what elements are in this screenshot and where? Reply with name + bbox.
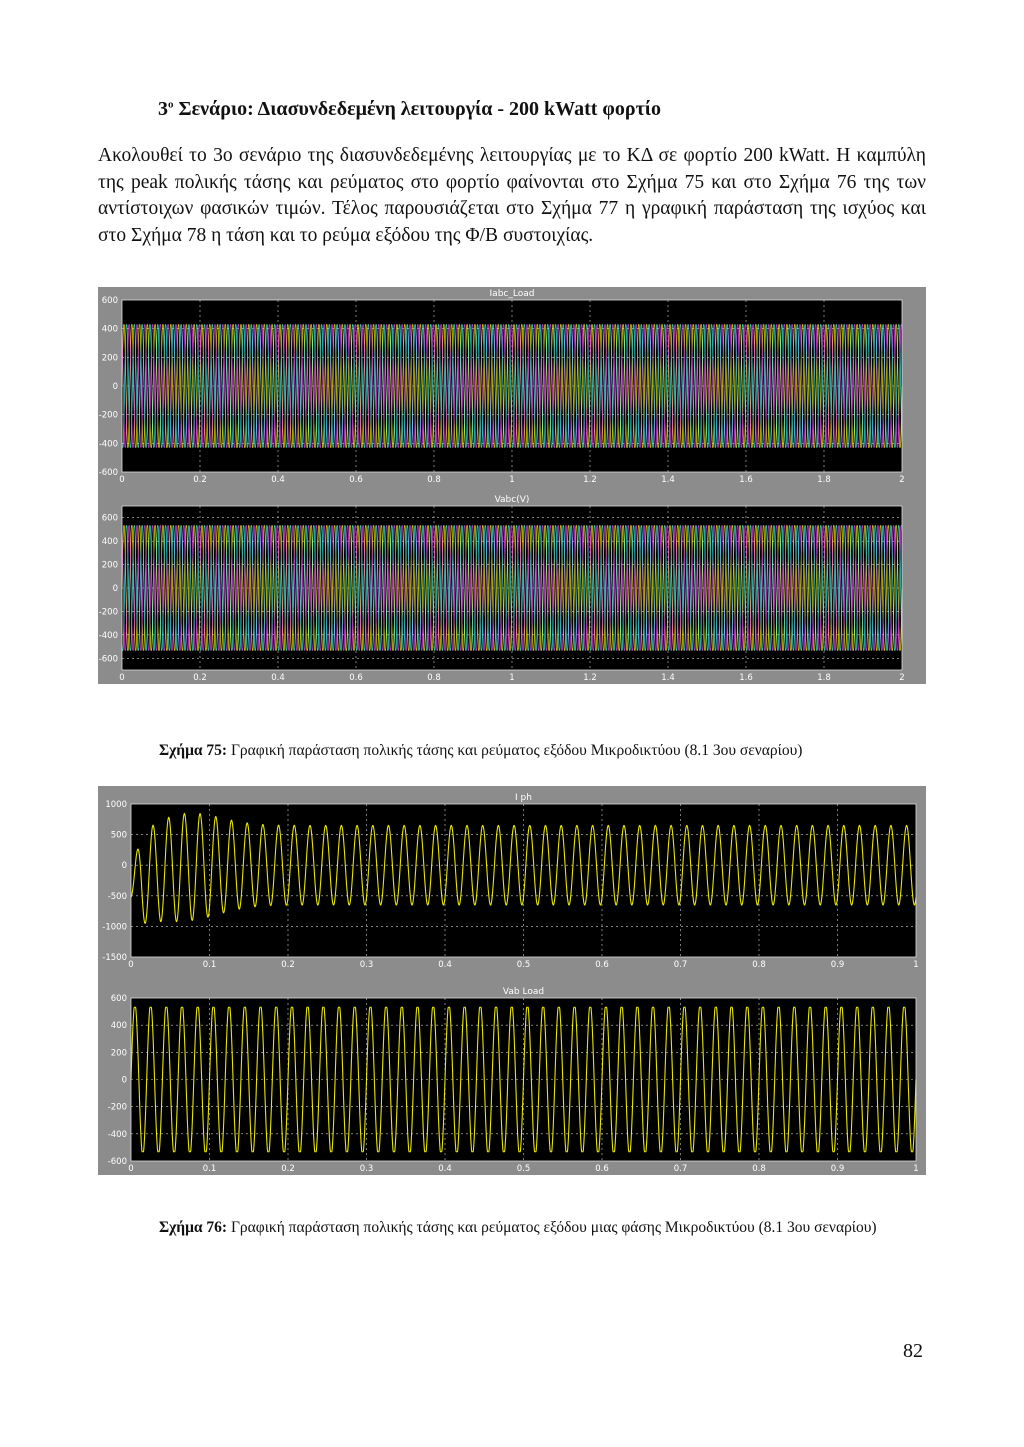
y-tick-label: 600 [101,513,118,524]
x-tick-label: 0.2 [193,475,207,485]
y-tick-label: -1000 [102,922,127,933]
x-tick-label: 1.8 [817,475,831,485]
x-tick-label: 0 [119,673,125,683]
y-tick-label: 0 [112,382,118,392]
x-tick-label: 0.1 [202,1164,217,1174]
figure-75-caption-text: Γραφική παράσταση πολικής τάσης και ρεύματος εξόδου Μικροδικτύου (8.1 3ου σεναρίου) [227,742,803,759]
y-tick-label: 400 [101,537,118,548]
figure-76-svg [98,786,926,1175]
y-tick-label: 1000 [105,800,127,810]
figure-75-caption [159,742,802,760]
x-tick-label: 1.4 [661,673,675,683]
y-tick-label: -600 [107,1157,127,1167]
x-tick-label: 1.6 [739,673,753,683]
figure-75-caption-label: Σχήμα 75: [159,742,228,759]
x-tick-label: 0.4 [438,1164,452,1174]
x-tick-label: 1.4 [661,475,675,485]
x-tick-label: 0.9 [830,960,845,970]
x-tick-label: 1 [509,475,515,485]
y-tick-label: -500 [107,891,127,902]
heading-text: Σενάριο: Διασυνδεδεμένη λειτουργία - 200 kWatt φορτίο [173,98,661,120]
x-tick-label: 0.4 [271,475,285,485]
x-tick-label: 0.4 [438,960,452,970]
x-tick-label: 1.8 [817,673,831,683]
x-tick-label: 0.8 [427,475,441,485]
figure-76-caption-label: Σχήμα 76: [159,1219,228,1236]
y-tick-label: 400 [101,324,118,335]
y-tick-label: 0 [112,584,118,594]
x-tick-label: 0.7 [673,960,688,970]
x-tick-label: 2 [899,673,905,683]
y-tick-label: 200 [101,560,118,571]
x-tick-label: 1 [913,960,919,970]
x-tick-label: 1.2 [583,475,597,485]
x-tick-label: 0.3 [359,960,374,970]
x-tick-label: 1 [913,1164,919,1174]
y-tick-label: -600 [98,654,118,665]
y-tick-label: -400 [98,439,118,450]
y-tick-label: 0 [121,1075,127,1086]
x-tick-label: 0.4 [271,673,285,683]
y-tick-label: -200 [98,607,118,618]
x-tick-label: 0.8 [752,1164,766,1174]
y-tick-label: -200 [98,410,118,421]
x-tick-label: 0.3 [359,1164,374,1174]
x-tick-label: 0.6 [349,475,363,485]
x-tick-label: 0.6 [595,1164,609,1174]
body-paragraph: Ακολουθεί το 3ο σενάριο της διασυνδεδεμένης λειτουργίας με το ΚΔ σε φορτίο 200 kWatt. Η καμπύλη της peak πολικής τάσης και ρεύματος στο φορτίο φαίνονται στο Σχήμα 75 και στο Σχήμα 76 της των αντίστοιχων φασικών τιμών. Τέλος παρουσιάζεται στο Σχήμα 77 η γραφική παράσταση της ισχύος και στο Σχήμα 78 η τάση και το ρεύμα εξόδου της Φ/Β συστοιχίας. [98,145,926,246]
y-tick-label: -200 [107,1102,127,1113]
x-tick-label: 0.9 [830,1164,845,1174]
y-tick-label: -400 [107,1129,127,1140]
x-tick-label: 0.2 [281,1164,295,1174]
chart-title: Iabc_Load [489,289,535,299]
x-tick-label: 0.6 [595,960,609,970]
y-tick-label: 200 [101,353,118,364]
y-tick-label: 0 [121,861,127,872]
x-tick-label: 1.6 [739,475,753,485]
x-tick-label: 0.8 [752,960,766,970]
chart-title: Vabc(V) [494,495,530,505]
x-tick-label: 0.5 [516,1164,531,1174]
heading-number: 3 [158,98,168,120]
x-tick-label: 1 [509,673,515,683]
heading-superscript: o [168,98,174,111]
figure-76-caption-text: Γραφική παράσταση πολικής τάσης και ρεύματος εξόδου μιας φάσης Μικροδικτύου (8.1 3ου σεναρίου) [227,1219,877,1236]
x-tick-label: 0.1 [202,960,217,970]
x-tick-label: 1.2 [583,673,597,683]
y-tick-label: -600 [98,468,118,478]
y-tick-label: 400 [110,1021,127,1032]
x-tick-label: 0.2 [281,960,295,970]
x-tick-label: 0.6 [349,673,363,683]
figure-76-caption [159,1219,877,1237]
chart-title: I ph [515,793,532,803]
x-tick-label: 0 [128,960,134,970]
figure-75-scope [98,287,926,684]
x-tick-label: 0.5 [516,960,531,970]
y-tick-label: 200 [110,1048,127,1059]
page-number: 82 [903,1340,923,1362]
figure-75-svg [98,287,926,684]
x-tick-label: 0 [128,1164,134,1174]
x-tick-label: 0.2 [193,673,207,683]
section-heading [158,98,661,121]
y-tick-label: -1500 [102,953,127,963]
y-tick-label: -400 [98,630,118,641]
figure-76-scope [98,786,926,1175]
x-tick-label: 0.7 [673,1164,688,1174]
x-tick-label: 2 [899,475,905,485]
x-tick-label: 0 [119,475,125,485]
y-tick-label: 500 [110,830,127,841]
y-tick-label: 600 [110,994,127,1004]
y-tick-label: 600 [101,296,118,306]
chart-title: Vab Load [502,987,545,997]
x-tick-label: 0.8 [427,673,441,683]
